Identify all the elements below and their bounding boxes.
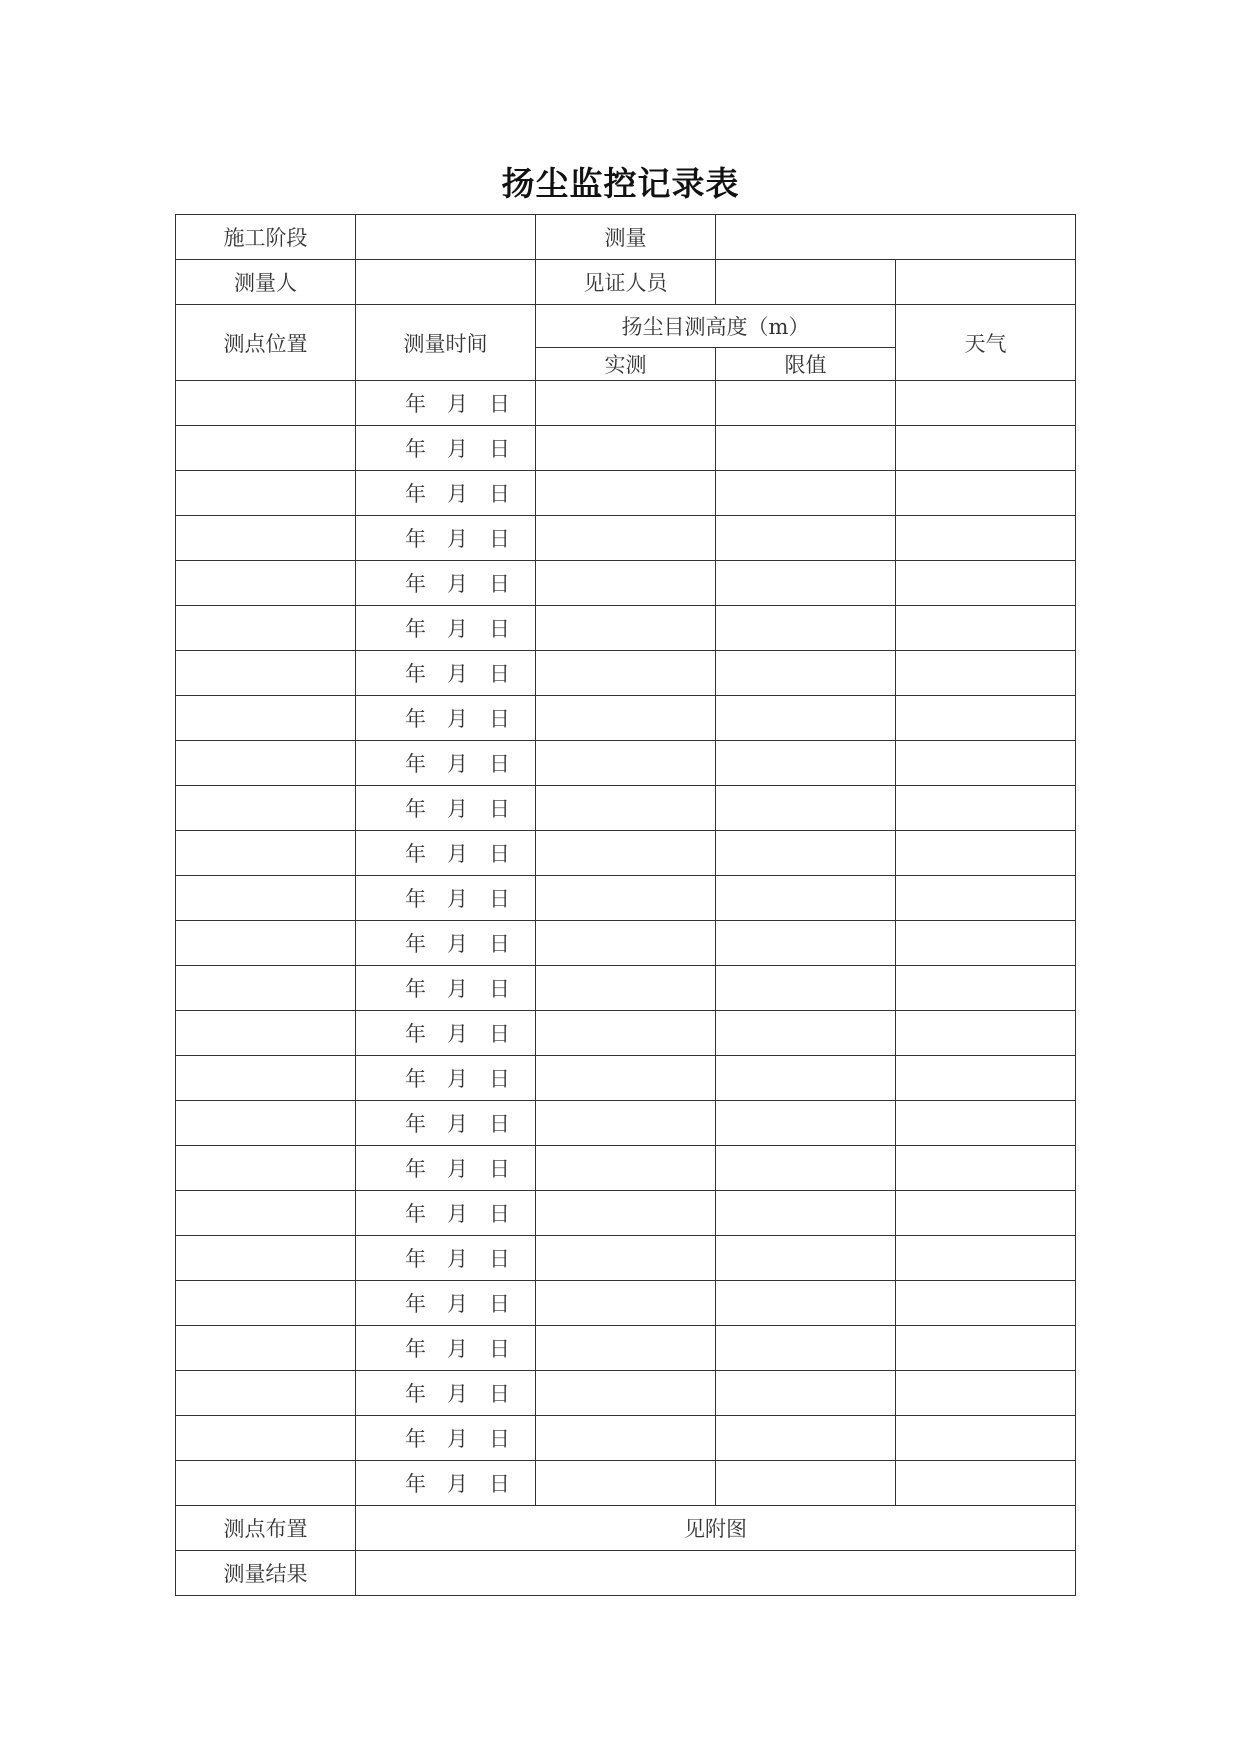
date-month-label: 月 (447, 392, 468, 416)
date-year-label: 年 (405, 842, 426, 866)
measure-field[interactable] (716, 215, 1076, 260)
measure-date-cell[interactable] (356, 426, 536, 471)
date-day-label: 日 (489, 392, 510, 416)
date-month-label: 月 (447, 662, 468, 686)
date-year-label: 年 (405, 752, 426, 776)
date-day-label: 日 (489, 1472, 510, 1496)
header-row-surveyor (176, 260, 1076, 305)
col-header-measure-time: 测量时间 (356, 305, 536, 381)
point-position-cell[interactable] (176, 831, 356, 876)
date-year-label: 年 (405, 1427, 426, 1451)
limit-value-cell[interactable] (716, 1416, 896, 1461)
limit-value-cell[interactable] (716, 381, 896, 426)
date-month-label: 月 (447, 842, 468, 866)
date-day-label: 日 (489, 1427, 510, 1451)
actual-value-cell[interactable] (536, 1011, 716, 1056)
date-month-label: 月 (447, 1472, 468, 1496)
date-year-label: 年 (405, 482, 426, 506)
actual-value-cell[interactable] (536, 1326, 716, 1371)
measure-date-cell[interactable] (356, 1281, 536, 1326)
weather-cell[interactable] (896, 1011, 1076, 1056)
result-label: 测量结果 (176, 1551, 356, 1596)
point-position-cell[interactable] (176, 1146, 356, 1191)
table-row (176, 1236, 1076, 1281)
actual-value-cell[interactable] (536, 1236, 716, 1281)
limit-value-cell[interactable] (716, 1056, 896, 1101)
table-row (176, 741, 1076, 786)
table-row (176, 1191, 1076, 1236)
measure-date-cell[interactable] (356, 1326, 536, 1371)
date-month-label: 月 (447, 1382, 468, 1406)
weather-cell[interactable] (896, 921, 1076, 966)
date-day-label: 日 (489, 1382, 510, 1406)
date-year-label: 年 (405, 527, 426, 551)
point-position-cell[interactable] (176, 561, 356, 606)
date-year-label: 年 (405, 797, 426, 821)
date-day-label: 日 (489, 887, 510, 911)
point-position-cell[interactable] (176, 1281, 356, 1326)
actual-value-cell[interactable] (536, 1101, 716, 1146)
layout-label: 测点布置 (176, 1506, 356, 1551)
date-month-label: 月 (447, 572, 468, 596)
date-day-label: 日 (489, 572, 510, 596)
weather-cell[interactable] (896, 561, 1076, 606)
table-row (176, 1326, 1076, 1371)
table-row (176, 831, 1076, 876)
date-day-label: 日 (489, 1292, 510, 1316)
actual-value-cell[interactable] (536, 561, 716, 606)
actual-value-cell[interactable] (536, 966, 716, 1011)
measure-date-cell[interactable] (356, 381, 536, 426)
point-position-cell[interactable] (176, 876, 356, 921)
col-header-actual: 实测 (536, 348, 716, 381)
measure-date-cell[interactable] (356, 561, 536, 606)
actual-value-cell[interactable] (536, 1281, 716, 1326)
date-month-label: 月 (447, 1247, 468, 1271)
point-position-cell[interactable] (176, 1056, 356, 1101)
weather-cell[interactable] (896, 1371, 1076, 1416)
measure-date-cell[interactable] (356, 651, 536, 696)
weather-cell[interactable] (896, 471, 1076, 516)
limit-value-cell[interactable] (716, 831, 896, 876)
date-month-label: 月 (447, 1022, 468, 1046)
table-row (176, 696, 1076, 741)
table-row (176, 1371, 1076, 1416)
measure-date-cell[interactable] (356, 921, 536, 966)
weather-cell[interactable] (896, 1326, 1076, 1371)
limit-value-cell[interactable] (716, 1191, 896, 1236)
date-month-label: 月 (447, 797, 468, 821)
point-position-cell[interactable] (176, 786, 356, 831)
limit-value-cell[interactable] (716, 921, 896, 966)
date-day-label: 日 (489, 1337, 510, 1361)
limit-value-cell[interactable] (716, 1326, 896, 1371)
actual-value-cell[interactable] (536, 1461, 716, 1506)
date-month-label: 月 (447, 482, 468, 506)
limit-value-cell[interactable] (716, 696, 896, 741)
limit-value-cell[interactable] (716, 1371, 896, 1416)
weather-cell[interactable] (896, 786, 1076, 831)
table-row (176, 1416, 1076, 1461)
measure-label: 测量 (536, 215, 716, 260)
date-year-label: 年 (405, 1067, 426, 1091)
measure-date-cell[interactable] (356, 1191, 536, 1236)
actual-value-cell[interactable] (536, 1191, 716, 1236)
point-position-cell[interactable] (176, 1101, 356, 1146)
date-month-label: 月 (447, 437, 468, 461)
weather-cell[interactable] (896, 1236, 1076, 1281)
table-row (176, 1056, 1076, 1101)
date-year-label: 年 (405, 1247, 426, 1271)
measure-date-cell[interactable] (356, 696, 536, 741)
weather-cell[interactable] (896, 876, 1076, 921)
point-position-cell[interactable] (176, 606, 356, 651)
measure-date-cell[interactable] (356, 1371, 536, 1416)
weather-cell[interactable] (896, 381, 1076, 426)
point-position-cell[interactable] (176, 471, 356, 516)
column-header-row (176, 305, 1076, 348)
date-day-label: 日 (489, 1022, 510, 1046)
date-year-label: 年 (405, 1112, 426, 1136)
table-row (176, 561, 1076, 606)
table-row (176, 1281, 1076, 1326)
table-row (176, 1101, 1076, 1146)
weather-cell[interactable] (896, 426, 1076, 471)
actual-value-cell[interactable] (536, 381, 716, 426)
limit-value-cell[interactable] (716, 651, 896, 696)
measure-date-cell[interactable] (356, 1461, 536, 1506)
date-day-label: 日 (489, 1067, 510, 1091)
date-day-label: 日 (489, 1157, 510, 1181)
actual-value-cell[interactable] (536, 516, 716, 561)
actual-value-cell[interactable] (536, 606, 716, 651)
dust-monitoring-table (175, 214, 1076, 1596)
actual-value-cell[interactable] (536, 426, 716, 471)
date-month-label: 月 (447, 527, 468, 551)
table-row (176, 1146, 1076, 1191)
limit-value-cell[interactable] (716, 876, 896, 921)
date-year-label: 年 (405, 1472, 426, 1496)
date-year-label: 年 (405, 437, 426, 461)
date-month-label: 月 (447, 1292, 468, 1316)
measure-date-cell[interactable] (356, 741, 536, 786)
point-position-cell[interactable] (176, 1326, 356, 1371)
table-row (176, 606, 1076, 651)
date-day-label: 日 (489, 1247, 510, 1271)
date-month-label: 月 (447, 1337, 468, 1361)
date-day-label: 日 (489, 1112, 510, 1136)
date-year-label: 年 (405, 572, 426, 596)
col-header-weather: 天气 (896, 305, 1076, 381)
point-position-cell[interactable] (176, 921, 356, 966)
date-day-label: 日 (489, 482, 510, 506)
surveyor-label: 测量人 (176, 260, 356, 305)
col-header-dust-height: 扬尘目测高度（m） (536, 305, 896, 348)
date-month-label: 月 (447, 1112, 468, 1136)
weather-cell[interactable] (896, 1281, 1076, 1326)
layout-value: 见附图 (356, 1506, 1076, 1551)
measure-date-cell[interactable] (356, 876, 536, 921)
limit-value-cell[interactable] (716, 606, 896, 651)
actual-value-cell[interactable] (536, 921, 716, 966)
point-position-cell[interactable] (176, 1236, 356, 1281)
measure-date-cell[interactable] (356, 831, 536, 876)
stage-label: 施工阶段 (176, 215, 356, 260)
date-month-label: 月 (447, 1202, 468, 1226)
point-position-cell[interactable] (176, 1461, 356, 1506)
limit-value-cell[interactable] (716, 1101, 896, 1146)
date-month-label: 月 (447, 977, 468, 1001)
actual-value-cell[interactable] (536, 696, 716, 741)
measure-date-cell[interactable] (356, 966, 536, 1011)
date-month-label: 月 (447, 707, 468, 731)
weather-cell[interactable] (896, 516, 1076, 561)
date-day-label: 日 (489, 707, 510, 731)
date-month-label: 月 (447, 1157, 468, 1181)
date-year-label: 年 (405, 1382, 426, 1406)
witness-label: 见证人员 (536, 260, 716, 305)
date-month-label: 月 (447, 617, 468, 641)
weather-cell[interactable] (896, 966, 1076, 1011)
witness-field[interactable] (716, 260, 896, 305)
measure-date-cell[interactable] (356, 1056, 536, 1101)
actual-value-cell[interactable] (536, 741, 716, 786)
date-year-label: 年 (405, 1022, 426, 1046)
table-row (176, 1461, 1076, 1506)
point-position-cell[interactable] (176, 1371, 356, 1416)
actual-value-cell[interactable] (536, 786, 716, 831)
measure-date-cell[interactable] (356, 471, 536, 516)
table-row (176, 516, 1076, 561)
stage-field[interactable] (356, 215, 536, 260)
point-position-cell[interactable] (176, 1416, 356, 1461)
witness-field-2[interactable] (896, 260, 1076, 305)
limit-value-cell[interactable] (716, 1236, 896, 1281)
measure-date-cell[interactable] (356, 786, 536, 831)
date-year-label: 年 (405, 977, 426, 1001)
date-day-label: 日 (489, 752, 510, 776)
limit-value-cell[interactable] (716, 471, 896, 516)
measure-date-cell[interactable] (356, 1416, 536, 1461)
date-month-label: 月 (447, 752, 468, 776)
table-row (176, 921, 1076, 966)
weather-cell[interactable] (896, 651, 1076, 696)
date-day-label: 日 (489, 1202, 510, 1226)
limit-value-cell[interactable] (716, 1461, 896, 1506)
date-month-label: 月 (447, 1427, 468, 1451)
page-title: 扬尘监控记录表 (501, 164, 740, 203)
date-day-label: 日 (489, 527, 510, 551)
date-day-label: 日 (489, 932, 510, 956)
weather-cell[interactable] (896, 1056, 1076, 1101)
limit-value-cell[interactable] (716, 1281, 896, 1326)
date-month-label: 月 (447, 932, 468, 956)
measure-date-cell[interactable] (356, 1101, 536, 1146)
col-header-point-position: 测点位置 (176, 305, 356, 381)
limit-value-cell[interactable] (716, 561, 896, 606)
date-year-label: 年 (405, 707, 426, 731)
weather-cell[interactable] (896, 1416, 1076, 1461)
measure-date-cell[interactable] (356, 1011, 536, 1056)
date-day-label: 日 (489, 617, 510, 641)
actual-value-cell[interactable] (536, 651, 716, 696)
footer-row-result (176, 1551, 1076, 1596)
date-day-label: 日 (489, 842, 510, 866)
limit-value-cell[interactable] (716, 516, 896, 561)
actual-value-cell[interactable] (536, 1056, 716, 1101)
date-year-label: 年 (405, 932, 426, 956)
point-position-cell[interactable] (176, 1191, 356, 1236)
date-year-label: 年 (405, 392, 426, 416)
weather-cell[interactable] (896, 1146, 1076, 1191)
date-day-label: 日 (489, 977, 510, 1001)
measure-date-cell[interactable] (356, 516, 536, 561)
table-row (176, 651, 1076, 696)
actual-value-cell[interactable] (536, 1416, 716, 1461)
weather-cell[interactable] (896, 1191, 1076, 1236)
point-position-cell[interactable] (176, 516, 356, 561)
date-year-label: 年 (405, 662, 426, 686)
table-row (176, 786, 1076, 831)
footer-row-layout (176, 1506, 1076, 1551)
table-row (176, 426, 1076, 471)
point-position-cell[interactable] (176, 426, 356, 471)
limit-value-cell[interactable] (716, 426, 896, 471)
date-year-label: 年 (405, 1157, 426, 1181)
actual-value-cell[interactable] (536, 1371, 716, 1416)
actual-value-cell[interactable] (536, 831, 716, 876)
col-header-limit: 限值 (716, 348, 896, 381)
limit-value-cell[interactable] (716, 1011, 896, 1056)
measure-date-cell[interactable] (356, 606, 536, 651)
weather-cell[interactable] (896, 1101, 1076, 1146)
limit-value-cell[interactable] (716, 966, 896, 1011)
surveyor-field[interactable] (356, 260, 536, 305)
table-row (176, 1011, 1076, 1056)
date-month-label: 月 (447, 887, 468, 911)
date-month-label: 月 (447, 1067, 468, 1091)
table-row (176, 876, 1076, 921)
date-day-label: 日 (489, 437, 510, 461)
date-year-label: 年 (405, 1337, 426, 1361)
date-day-label: 日 (489, 662, 510, 686)
date-year-label: 年 (405, 1202, 426, 1226)
point-position-cell[interactable] (176, 966, 356, 1011)
actual-value-cell[interactable] (536, 876, 716, 921)
header-row-stage (176, 215, 1076, 260)
limit-value-cell[interactable] (716, 786, 896, 831)
weather-cell[interactable] (896, 696, 1076, 741)
table-row (176, 381, 1076, 426)
limit-value-cell[interactable] (716, 1146, 896, 1191)
limit-value-cell[interactable] (716, 741, 896, 786)
point-position-cell[interactable] (176, 1011, 356, 1056)
date-year-label: 年 (405, 1292, 426, 1316)
point-position-cell[interactable] (176, 381, 356, 426)
actual-value-cell[interactable] (536, 471, 716, 516)
point-position-cell[interactable] (176, 741, 356, 786)
table-row (176, 471, 1076, 516)
result-field[interactable] (356, 1551, 1076, 1596)
weather-cell[interactable] (896, 741, 1076, 786)
point-position-cell[interactable] (176, 696, 356, 741)
date-day-label: 日 (489, 797, 510, 821)
weather-cell[interactable] (896, 1461, 1076, 1506)
actual-value-cell[interactable] (536, 1146, 716, 1191)
measure-date-cell[interactable] (356, 1236, 536, 1281)
weather-cell[interactable] (896, 606, 1076, 651)
table-row (176, 966, 1076, 1011)
date-year-label: 年 (405, 617, 426, 641)
measure-date-cell[interactable] (356, 1146, 536, 1191)
weather-cell[interactable] (896, 831, 1076, 876)
date-year-label: 年 (405, 887, 426, 911)
point-position-cell[interactable] (176, 651, 356, 696)
